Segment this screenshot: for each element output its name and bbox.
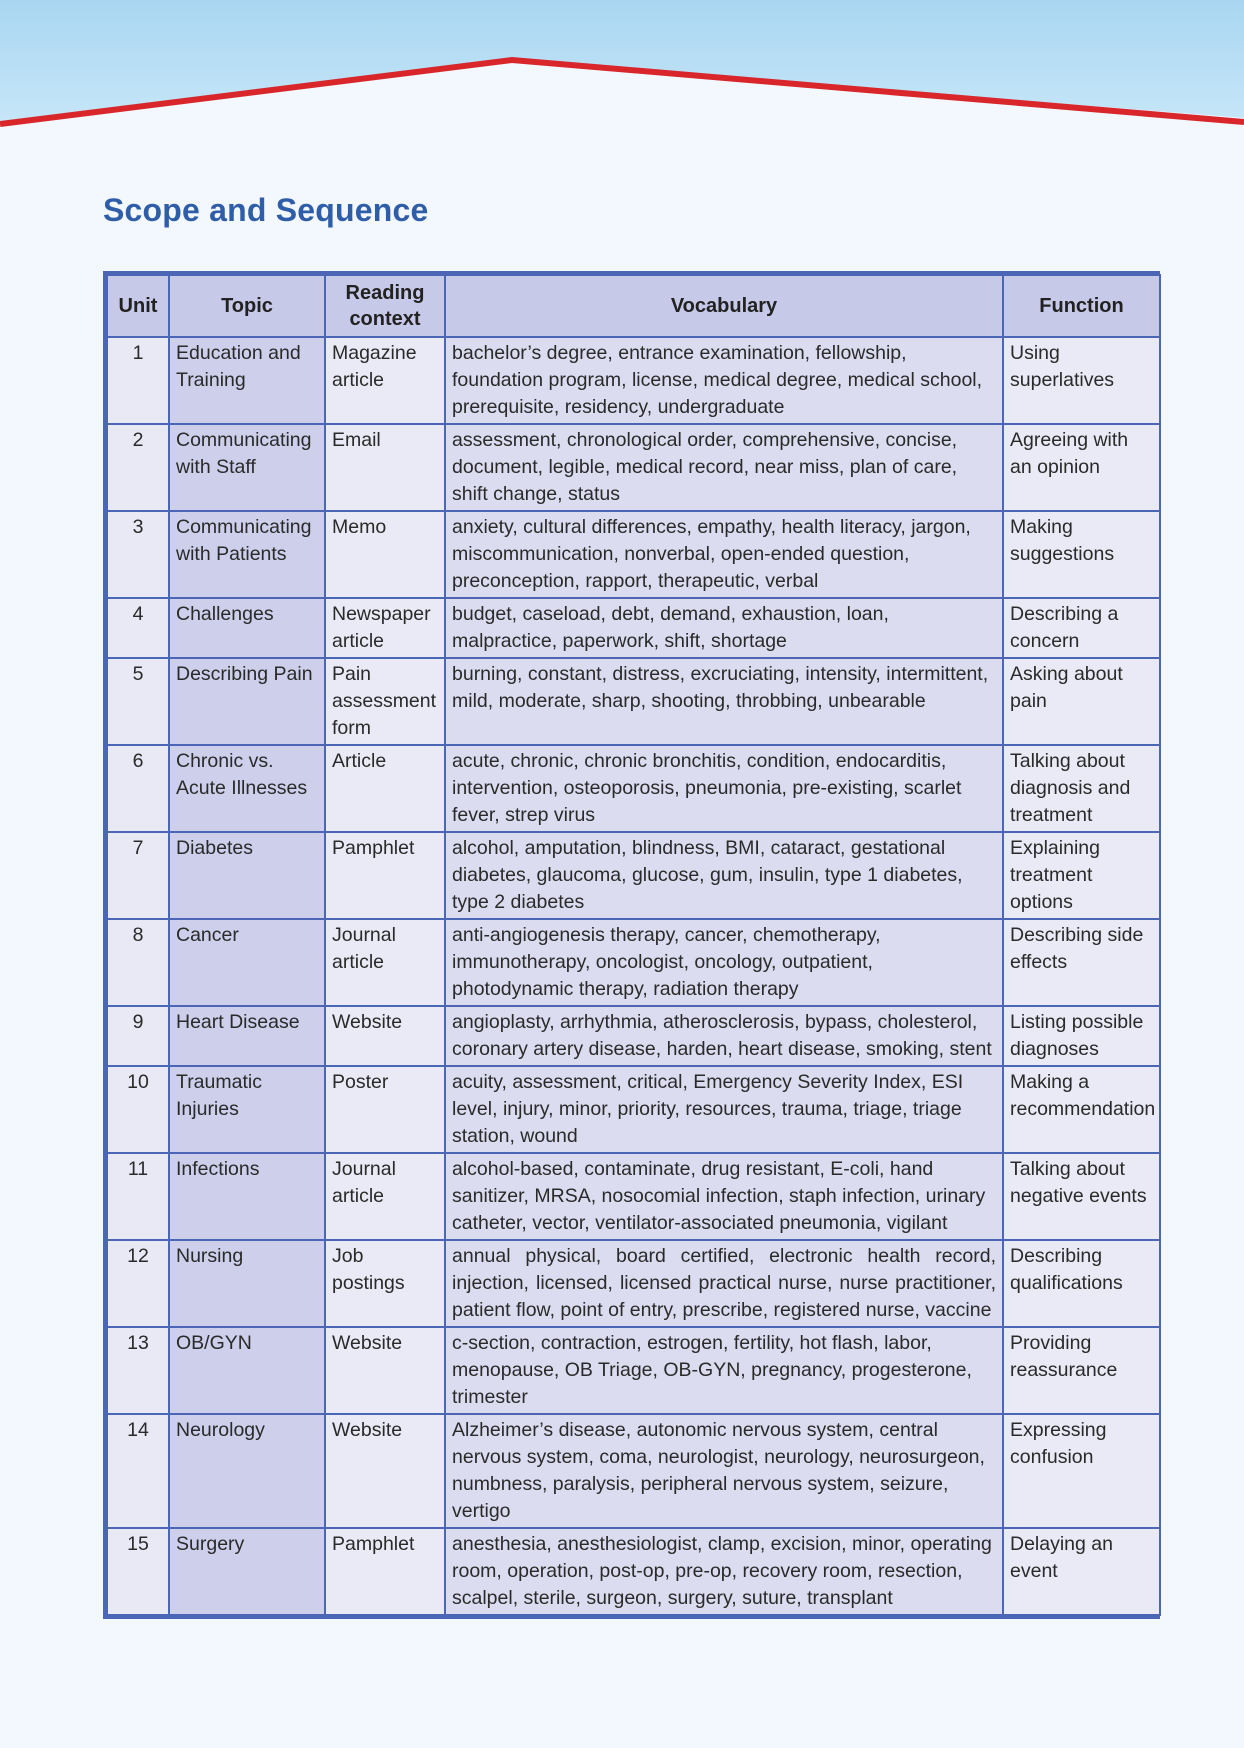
header-reading-context: Reading context xyxy=(325,275,445,337)
table-row xyxy=(107,1528,1160,1615)
topic-cell: Communicating with Staff xyxy=(169,424,325,511)
topic-cell: Nursing xyxy=(169,1240,325,1327)
table-row xyxy=(107,745,1160,832)
function-cell: Making suggestions xyxy=(1003,511,1160,598)
function-cell: Talking about negative events xyxy=(1003,1153,1160,1240)
context-cell: Website xyxy=(325,1327,445,1414)
function-cell: Agreeing with an opinion xyxy=(1003,424,1160,511)
context-cell: Pamphlet xyxy=(325,832,445,919)
vocabulary-cell: anxiety, cultural differences, empathy, health literacy, jargon, miscommunication, nonverbal, open-ended question, preconception, rapport, therapeutic, verbal xyxy=(445,511,1003,598)
context-cell: Magazine article xyxy=(325,337,445,424)
unit-cell: 15 xyxy=(107,1528,169,1615)
page-title: Scope and Sequence xyxy=(103,192,429,228)
table-row xyxy=(107,1240,1160,1327)
function-cell: Describing a concern xyxy=(1003,598,1160,658)
table-row xyxy=(107,1066,1160,1153)
header-banner xyxy=(0,0,1244,140)
topic-cell: Infections xyxy=(169,1153,325,1240)
function-cell: Talking about diagnosis and treatment xyxy=(1003,745,1160,832)
scope-sequence-table xyxy=(103,271,1160,1619)
unit-cell: 6 xyxy=(107,745,169,832)
topic-cell: Education and Training xyxy=(169,337,325,424)
unit-cell: 8 xyxy=(107,919,169,1006)
context-cell: Website xyxy=(325,1414,445,1528)
unit-cell: 1 xyxy=(107,337,169,424)
context-cell: Journal article xyxy=(325,1153,445,1240)
table-row xyxy=(107,1006,1160,1066)
unit-cell: 5 xyxy=(107,658,169,745)
context-cell: Journal article xyxy=(325,919,445,1006)
unit-cell: 10 xyxy=(107,1066,169,1153)
vocabulary-cell: c-section, contraction, estrogen, fertility, hot flash, labor, menopause, OB Triage, OB-GYN, pregnancy, progesterone, trimester xyxy=(445,1327,1003,1414)
vocabulary-cell: burning, constant, distress, excruciating, intensity, intermittent, mild, moderate, sharp, shooting, throbbing, unbearable xyxy=(445,658,1003,745)
vocabulary-cell: alcohol, amputation, blindness, BMI, cataract, gestational diabetes, glaucoma, glucose, gum, insulin, type 1 diabetes, type 2 diabetes xyxy=(445,832,1003,919)
table-header-row xyxy=(107,275,1160,337)
unit-cell: 11 xyxy=(107,1153,169,1240)
unit-cell: 2 xyxy=(107,424,169,511)
table-row xyxy=(107,919,1160,1006)
unit-cell: 3 xyxy=(107,511,169,598)
header-unit: Unit xyxy=(107,275,169,337)
vocabulary-cell: Alzheimer’s disease, autonomic nervous system, central nervous system, coma, neurologist, neurology, neurosurgeon, numbness, paralysis, peripheral nervous system, seizure, vertigo xyxy=(445,1414,1003,1528)
context-cell: Website xyxy=(325,1006,445,1066)
table-row xyxy=(107,511,1160,598)
topic-cell: Describing Pain xyxy=(169,658,325,745)
topic-cell: Challenges xyxy=(169,598,325,658)
table-row xyxy=(107,832,1160,919)
context-cell: Pain assessment form xyxy=(325,658,445,745)
topic-cell: Cancer xyxy=(169,919,325,1006)
table-row xyxy=(107,1327,1160,1414)
function-cell: Making a recommendation xyxy=(1003,1066,1160,1153)
function-cell: Expressing confusion xyxy=(1003,1414,1160,1528)
unit-cell: 13 xyxy=(107,1327,169,1414)
unit-cell: 4 xyxy=(107,598,169,658)
header-function: Function xyxy=(1003,275,1160,337)
context-cell: Newspaper article xyxy=(325,598,445,658)
vocabulary-cell: anesthesia, anesthesiologist, clamp, excision, minor, operating room, operation, post-op, pre-op, recovery room, resection, scalpel, sterile, surgeon, surgery, suture, transplant xyxy=(445,1528,1003,1615)
topic-cell: Communicating with Patients xyxy=(169,511,325,598)
topic-cell: Diabetes xyxy=(169,832,325,919)
vocabulary-cell: anti-angiogenesis therapy, cancer, chemotherapy, immunotherapy, oncologist, oncology, outpatient, photodynamic therapy, radiation therapy xyxy=(445,919,1003,1006)
unit-cell: 7 xyxy=(107,832,169,919)
topic-cell: Surgery xyxy=(169,1528,325,1615)
table-row xyxy=(107,424,1160,511)
header-topic: Topic xyxy=(169,275,325,337)
table-row xyxy=(107,1414,1160,1528)
unit-cell: 9 xyxy=(107,1006,169,1066)
function-cell: Listing possible diagnoses xyxy=(1003,1006,1160,1066)
context-cell: Job postings xyxy=(325,1240,445,1327)
unit-cell: 12 xyxy=(107,1240,169,1327)
table-row xyxy=(107,598,1160,658)
function-cell: Explaining treatment options xyxy=(1003,832,1160,919)
context-cell: Pamphlet xyxy=(325,1528,445,1615)
vocabulary-cell: angioplasty, arrhythmia, atherosclerosis, bypass, cholesterol, coronary artery disease, harden, heart disease, smoking, stent xyxy=(445,1006,1003,1066)
function-cell: Describing side effects xyxy=(1003,919,1160,1006)
topic-cell: Heart Disease xyxy=(169,1006,325,1066)
function-cell: Providing reassurance xyxy=(1003,1327,1160,1414)
function-cell: Describing qualifications xyxy=(1003,1240,1160,1327)
context-cell: Email xyxy=(325,424,445,511)
table-row xyxy=(107,337,1160,424)
header-vocabulary: Vocabulary xyxy=(445,275,1003,337)
table-row xyxy=(107,1153,1160,1240)
unit-cell: 14 xyxy=(107,1414,169,1528)
vocabulary-cell: assessment, chronological order, comprehensive, concise, document, legible, medical record, near miss, plan of care, shift change, status xyxy=(445,424,1003,511)
context-cell: Poster xyxy=(325,1066,445,1153)
table-row xyxy=(107,658,1160,745)
topic-cell: OB/GYN xyxy=(169,1327,325,1414)
function-cell: Using superlatives xyxy=(1003,337,1160,424)
vocabulary-cell: bachelor’s degree, entrance examination, fellowship, foundation program, license, medical degree, medical school, prerequisite, residency, undergraduate xyxy=(445,337,1003,424)
vocabulary-cell: acute, chronic, chronic bronchitis, condition, endocarditis, intervention, osteoporosis, pneumonia, pre-existing, scarlet fever, strep virus xyxy=(445,745,1003,832)
vocabulary-cell: budget, caseload, debt, demand, exhaustion, loan, malpractice, paperwork, shift, shortage xyxy=(445,598,1003,658)
vocabulary-cell: annual physical, board certified, electronic health record, injection, licensed, licensed practical nurse, nurse practitioner, patient flow, point of entry, prescribe, registered nurse, vaccine xyxy=(445,1240,1003,1327)
vocabulary-cell: acuity, assessment, critical, Emergency Severity Index, ESI level, injury, minor, priority, resources, trauma, triage, triage station, wound xyxy=(445,1066,1003,1153)
context-cell: Article xyxy=(325,745,445,832)
context-cell: Memo xyxy=(325,511,445,598)
vocabulary-cell: alcohol-based, contaminate, drug resistant, E-coli, hand sanitizer, MRSA, nosocomial infection, staph infection, urinary catheter, vector, ventilator-associated pneumonia, vigilant xyxy=(445,1153,1003,1240)
function-cell: Delaying an event xyxy=(1003,1528,1160,1615)
topic-cell: Traumatic Injuries xyxy=(169,1066,325,1153)
topic-cell: Chronic vs. Acute Illnesses xyxy=(169,745,325,832)
function-cell: Asking about pain xyxy=(1003,658,1160,745)
topic-cell: Neurology xyxy=(169,1414,325,1528)
